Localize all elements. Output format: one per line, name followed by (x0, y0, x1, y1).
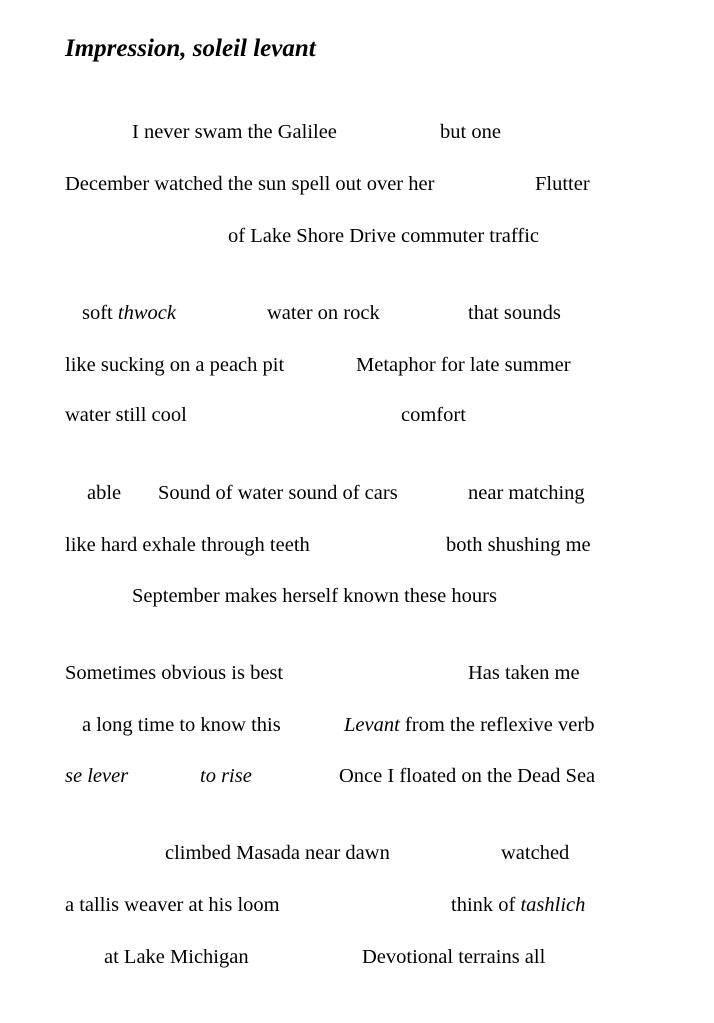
poem-line-fragment: a long time to know this (82, 714, 281, 736)
poem-line-fragment: Sometimes obvious is best (65, 662, 284, 684)
poem-line-fragment: but one (440, 121, 501, 143)
poem-line-fragment (82, 303, 176, 324)
poem-line-fragment: of Lake Shore Drive commuter traffic (228, 225, 539, 247)
poem-line-fragment: comfort (401, 404, 466, 426)
poem-line-fragment: I never swam the Galilee (132, 121, 337, 143)
poem-line-fragment: September makes herself known these hours (132, 585, 497, 607)
poem-line-fragment: Flutter (535, 173, 590, 195)
poem-line-fragment: like sucking on a peach pit (65, 354, 285, 376)
poem-line-fragment: watched (501, 842, 570, 864)
poem-italic-text: tashlich (520, 894, 586, 916)
poem-italic-text: thwock (117, 302, 176, 324)
poem-line-fragment: a tallis weaver at his loom (65, 894, 280, 916)
poem-line-fragment: that sounds (468, 302, 561, 324)
poem-line-fragment: able (87, 482, 122, 504)
poem-line-fragment: climbed Masada near dawn (165, 842, 390, 864)
poem-line-fragment: at Lake Michigan (104, 946, 249, 968)
poem-text: from the reflexive verb (399, 714, 595, 736)
poem-title: Impression, soleil levant (65, 35, 316, 62)
poem-line-fragment: December watched the sun spell out over her (65, 173, 435, 195)
poem-line-fragment (451, 895, 585, 916)
poem-line-fragment: Once I floated on the Dead Sea (339, 765, 596, 787)
poem-text: think of (451, 894, 521, 916)
poem-line-fragment: both shushing me (446, 534, 591, 556)
poem-line-fragment: like hard exhale through teeth (65, 534, 310, 556)
poem-italic-text: Levant (344, 714, 400, 736)
poem-line-fragment: water on rock (267, 302, 380, 324)
poem-line-fragment (344, 715, 594, 736)
poem-line-fragment: Devotional terrains all (362, 946, 546, 968)
poem-line-fragment: Metaphor for late summer (356, 354, 571, 376)
poem-line-fragment: water still cool (65, 404, 187, 426)
poem-line-fragment: near matching (468, 482, 585, 504)
poem-line-fragment: to rise (200, 765, 252, 787)
poem-line-fragment: Sound of water sound of cars (158, 482, 398, 504)
poem-line-fragment: Has taken me (468, 662, 580, 684)
poem-line-fragment: se lever (65, 765, 129, 787)
poem-text: soft (82, 302, 118, 324)
